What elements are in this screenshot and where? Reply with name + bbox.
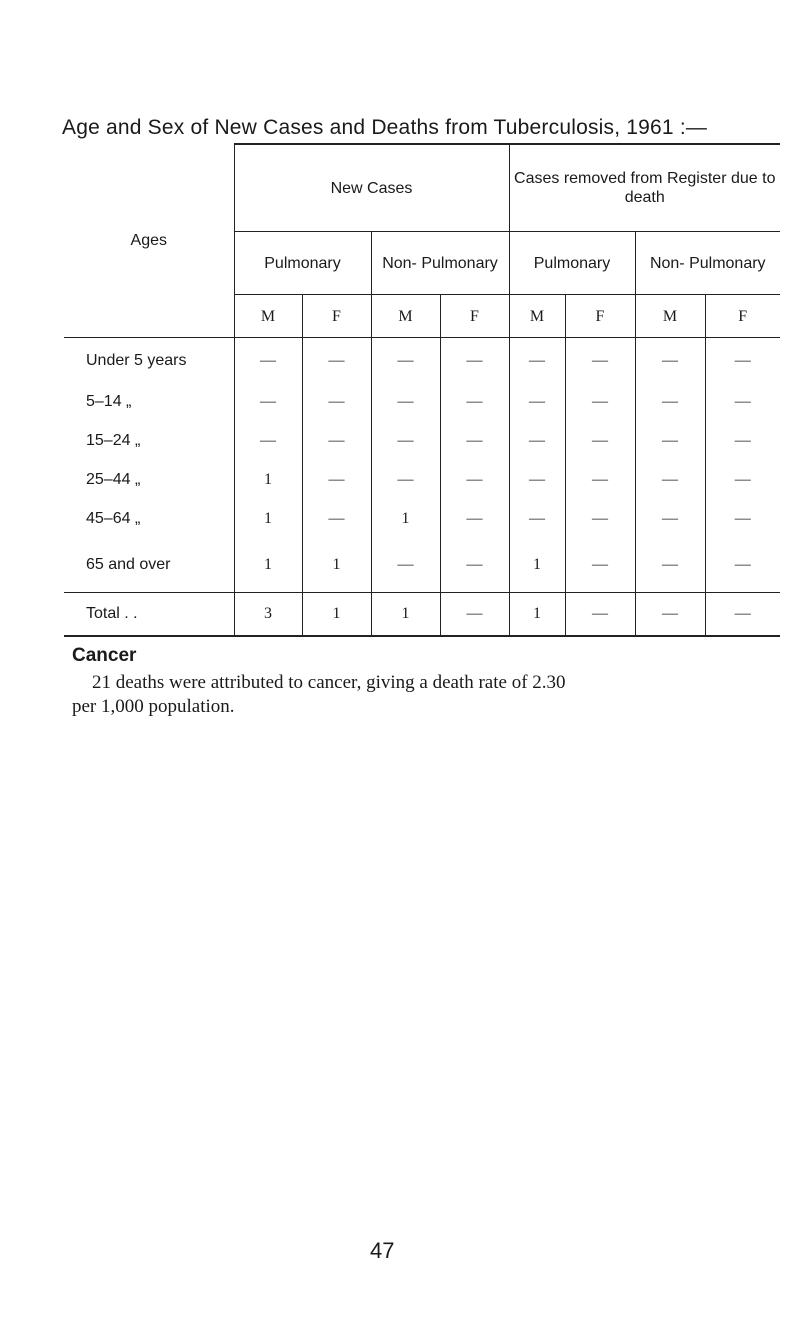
cases-removed-header: Cases removed from Register due to death (509, 144, 780, 232)
table-cell: — (371, 538, 440, 593)
total-label: Total . . (64, 593, 234, 637)
total-cell: 1 (509, 593, 565, 637)
table-cell: 1 (234, 499, 302, 538)
tuberculosis-table (64, 143, 780, 637)
total-row (64, 593, 780, 637)
page-number: 47 (370, 1238, 395, 1263)
table-cell: 1 (302, 538, 371, 593)
cancer-paragraph (72, 671, 792, 719)
sex-header: M (234, 295, 302, 338)
table-cell: — (734, 556, 751, 573)
table-cell: — (440, 499, 509, 538)
table-cell: — (440, 338, 509, 383)
table-cell: — (635, 382, 705, 421)
table-cell: — (234, 338, 302, 383)
table-cell: — (565, 460, 635, 499)
table-cell: — (565, 338, 635, 383)
sex-header: M (371, 295, 440, 338)
table-cell: — (635, 338, 705, 383)
table-row (64, 382, 780, 421)
table-cell: — (635, 499, 705, 538)
table-cell: 1 (234, 538, 302, 593)
cancer-line-2: per 1,000 population. (72, 696, 235, 717)
table-cell: — (302, 338, 371, 383)
table-cell: — (509, 499, 565, 538)
table-cell: 1 (509, 538, 565, 593)
table-cell: — (371, 421, 440, 460)
table-cell: 1 (371, 499, 440, 538)
table-row (64, 421, 780, 460)
new-cases-header: New Cases (234, 144, 509, 232)
table-cell: — (371, 382, 440, 421)
table-cell: — (509, 382, 565, 421)
table-cell: — (565, 382, 635, 421)
sex-header: F (705, 295, 780, 338)
table-row (64, 538, 780, 593)
sex-header: F (565, 295, 635, 338)
table-cell: — (509, 338, 565, 383)
sex-header: F (302, 295, 371, 338)
table-cell: — (734, 509, 751, 527)
table-cell: — (302, 421, 371, 460)
table-cell: — (635, 460, 705, 499)
age-label: Under 5 years (64, 338, 234, 383)
table-cell: — (635, 538, 705, 593)
page-title: Age and Sex of New Cases and Deaths from Tuberculosis, 1961 :— (62, 116, 708, 139)
removed-pulmonary-header: Pulmonary (509, 232, 635, 295)
table-row (64, 338, 780, 383)
table-cell: — (509, 421, 565, 460)
sex-header: M (635, 295, 705, 338)
sex-header: F (440, 295, 509, 338)
table-cell: — (734, 392, 751, 410)
new-non-pulmonary-header: Non- Pulmonary (371, 232, 509, 295)
table-cell: — (302, 382, 371, 421)
new-pulmonary-header: Pulmonary (234, 232, 371, 295)
table-row (64, 499, 780, 538)
table-cell: — (440, 421, 509, 460)
tuberculosis-table-container (64, 143, 780, 637)
age-label: 5–14 „ (64, 382, 234, 421)
table-cell: — (440, 538, 509, 593)
table-cell: — (371, 338, 440, 383)
table-cell: — (565, 499, 635, 538)
total-cell: 1 (371, 593, 440, 637)
total-cell: — (635, 593, 705, 637)
table-cell: — (234, 382, 302, 421)
table-cell: — (509, 460, 565, 499)
total-cell: — (705, 593, 780, 637)
table-cell: — (302, 460, 371, 499)
table-cell: — (565, 421, 635, 460)
table-cell: — (234, 421, 302, 460)
total-cell: 1 (302, 593, 371, 637)
age-label: 25–44 „ (64, 460, 234, 499)
table-cell: — (565, 538, 635, 593)
table-cell: — (302, 499, 371, 538)
table-cell: 1 (234, 460, 302, 499)
table-cell: — (734, 431, 751, 449)
removed-non-pulmonary-header: Non- Pulmonary (635, 232, 780, 295)
table-cell: — (371, 460, 440, 499)
table-cell: — (734, 470, 751, 488)
table-cell: — (440, 382, 509, 421)
cancer-line-1: 21 deaths were attributed to cancer, giving a death rate of 2.30 (92, 672, 566, 693)
ages-header: Ages (64, 144, 234, 338)
age-label: 15–24 „ (64, 421, 234, 460)
cancer-heading: Cancer (72, 645, 137, 666)
table-row (64, 460, 780, 499)
total-cell: 3 (234, 593, 302, 637)
table-cell: — (440, 460, 509, 499)
table-cell: — (635, 421, 705, 460)
age-label: 45–64 „ (64, 499, 234, 538)
total-cell: — (440, 593, 509, 637)
total-cell: — (565, 593, 635, 637)
table-cell: — (734, 352, 751, 369)
age-label: 65 and over (64, 538, 234, 593)
sex-header: M (509, 295, 565, 338)
